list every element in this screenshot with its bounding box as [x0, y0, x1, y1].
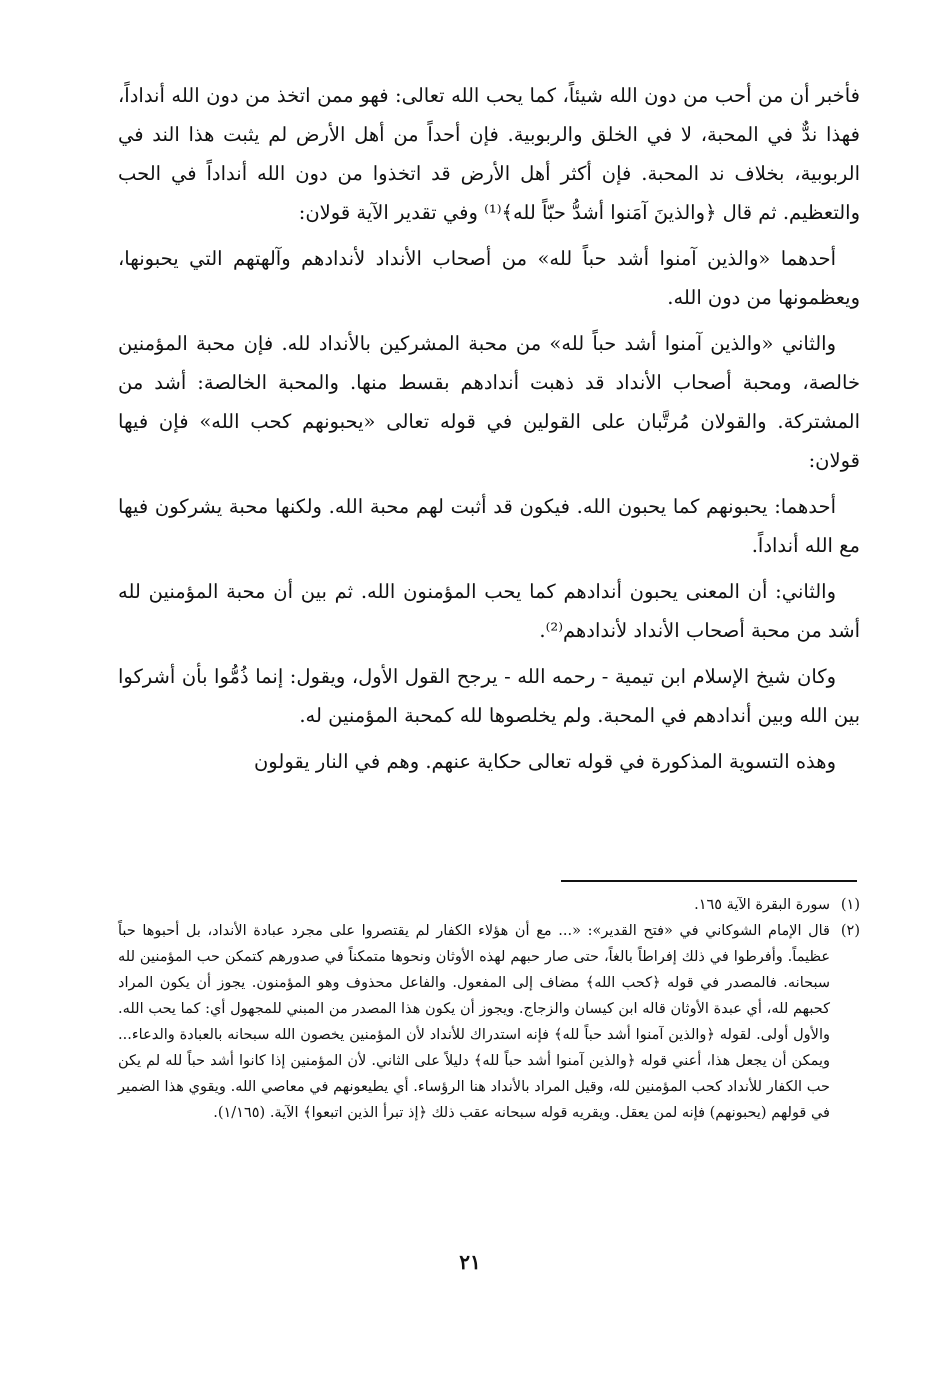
footnote-text: قال الإمام الشوكاني في «فتح القدير»: «... مع أن هؤلاء الكفار لم يقتصروا على مجرد عبادة الأنداد، بل أحبوها حباً عظيماً. وأفرطوا في ذلك إفراطاً بالغاً، حتى صار حبهم لهذه الأوثان ونحوها متمكناً في صدورهم كتمكن حب المؤمنين لله سبحانه. فالمصدر في قوله ﴿كحب الله﴾ مضاف إلى المفعول. والفاعل محذوف وهو المؤمنون. يجوز أن يكون المراد كحبهم لله، أي عبدة الأوثان قاله ابن كيسان والزجاج. ويجوز أن يكون هذا المصدر من المبني للمجهول أي: كما يحب الله. والأول أولى. لقوله ﴿والذين آمنوا أشد حباً لله﴾ فإنه استدراك للأنداد لأن المؤمنين يخصون الله سبحانه بالعبادة والدعاء... ويمكن أن يجعل هذا، أعني قوله ﴿والذين آمنوا أشد حباً لله﴾ دليلاً على الثاني. لأن المؤمنين إذا كانوا أشد حباً لله لم يكن حب الكفار للأنداد كحب المؤمنين لله، وقيل المراد بالأنداد هنا الرؤساء. أي يطيعونهم في معاصي الله. ويقوي هذا الضمير في قولهم (يحبونهم) فإنه لمن يعقل. ويقريه قوله سبحانه عقب ذلك ﴿إذ تبرأ الذين اتبعوا﴾ الآية. (١/١٦٥). [118, 923, 830, 1121]
page-number: ٢١ [459, 1250, 481, 1274]
footnote-1 [118, 892, 860, 918]
paragraph-6: وكان شيخ الإسلام ابن تيمية - رحمه الله - يرجح القول الأول، ويقول: إنما ذُمُّوا بأن أشركوا بين الله وبين أندادهم في المحبة. ولم يخلصوها لله كمحبة المؤمنين له. [118, 665, 860, 727]
paragraph-1: فأخبر أن من أحب من دون الله شيئاً، كما يحب الله تعالى: فهو ممن اتخذ من دون الله أنداداً، فهذا ندٌّ في المحبة، لا في الخلق والربوبية. فإن أحداً من أهل الأرض لم يثبت هذا الند في الربوبية، بخلاف ند المحبة. فإن أكثر أهل الأرض قد اتخذوا من دون الله أنداداً في الحب والتعظيم. ثم قال ﴿والذينَ آمَنوا أشدُّ حبّاً لله﴾⁽¹⁾ وفي تقدير الآية قولان: [118, 84, 860, 224]
paragraph-3: والثاني «والذين آمنوا أشد حباً لله» من محبة المشركين بالأنداد لله. فإن محبة المؤمنين خالصة، ومحبة أصحاب الأنداد قد ذهبت أندادهم بقسط منها. والمحبة الخالصة: أشد من المشتركة. والقولان مُرتَّبان على القولين في قوله تعالى «يحبونهم كحب الله» فإن فيها قولان: [118, 332, 860, 472]
footnote-divider [561, 880, 857, 882]
footnote-number: (٢) [840, 923, 860, 939]
paragraph-7: وهذه التسوية المذكورة في قوله تعالى حكاية عنهم. وهم في النار يقولون [253, 750, 836, 773]
footnote-number: (١) [840, 897, 860, 913]
footnotes [118, 892, 860, 1126]
footnote-text: سورة البقرة الآية ١٦٥. [694, 897, 830, 913]
main-text [118, 76, 860, 788]
footnote-2 [118, 918, 860, 1126]
paragraph-2: أحدهما «والذين آمنوا أشد حباً لله» من أصحاب الأنداد لأندادهم وآلهتهم التي يحبونها، ويعظمونها من دون الله. [118, 247, 860, 309]
paragraph-5: والثاني: أن المعنى يحبون أندادهم كما يحب المؤمنون الله. ثم بين أن محبة المؤمنين لله أشد من محبة أصحاب الأنداد لأندادهم⁽²⁾. [118, 580, 860, 642]
paragraph-4: أحدهما: يحبونهم كما يحبون الله. فيكون قد أثبت لهم محبة الله. ولكنها محبة يشركون فيها مع الله أنداداً. [118, 495, 860, 557]
